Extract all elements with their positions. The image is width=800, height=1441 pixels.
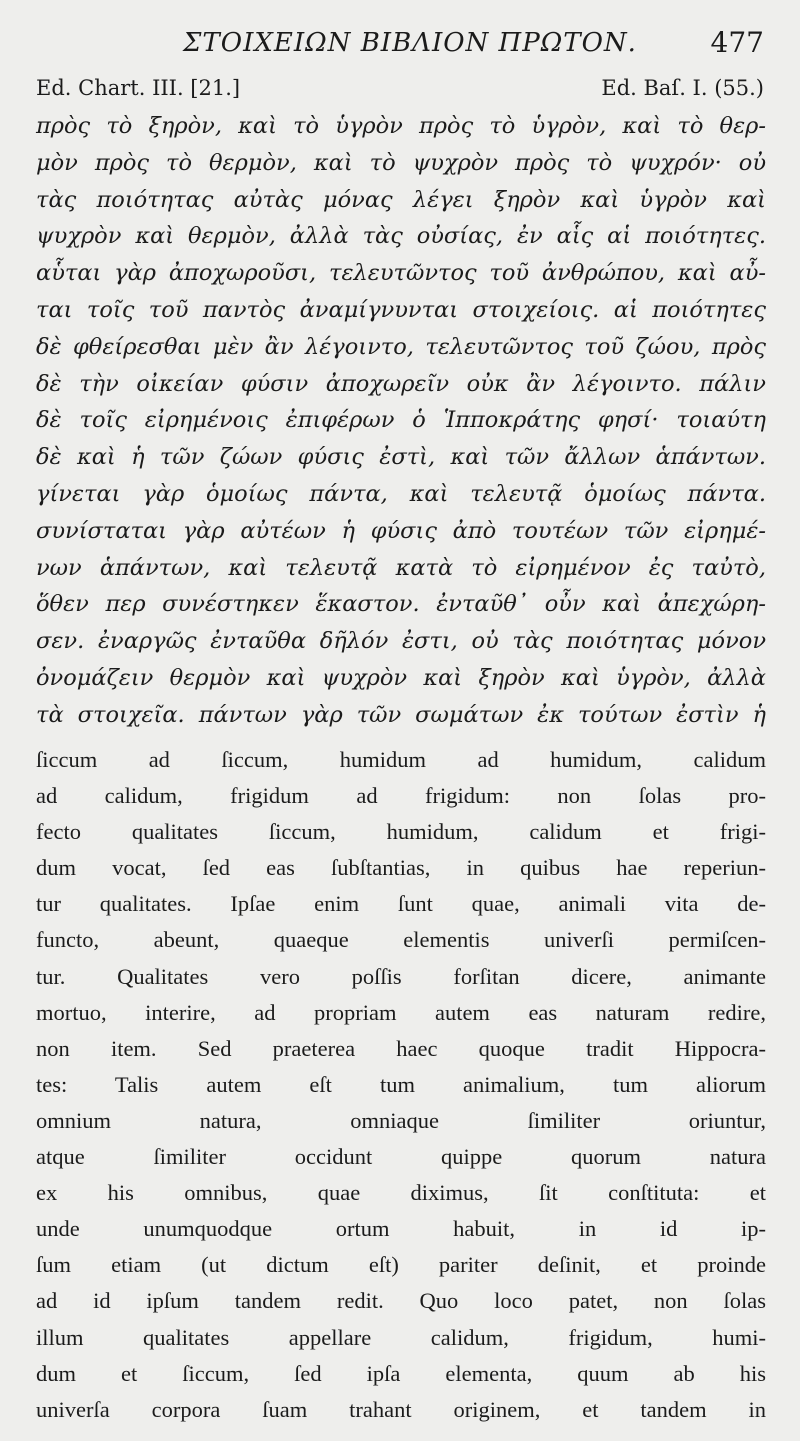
running-head (0, 28, 800, 58)
latin-text-line: unde unumquodque ortum habuit, in id ip- (36, 1216, 766, 1242)
greek-text-line: ψυχρὸν καὶ θερμὸν, ἀλλὰ τὰς οὐσίας, ἐν αἷς αἱ ποιότητες. (36, 223, 766, 250)
latin-text-line: atque ſimiliter occidunt quippe quorum natura (36, 1144, 766, 1170)
latin-text-line: mortuo, interire, ad propriam autem eas naturam redire, (36, 999, 766, 1025)
latin-text-line: ex his omnibus, quae diximus, ſit conſtituta: et (36, 1180, 766, 1206)
latin-text-line: omnium natura, omniaque ſimiliter oriuntur, (36, 1107, 766, 1133)
latin-text-line: dum et ſiccum, ſed ipſa elementa, quum ab his (36, 1360, 766, 1386)
running-title: ΣΤΟΙΧΕΙΩΝ ΒΙΒΛΙΟΝ ΠΡΩΤΟΝ. (183, 28, 637, 58)
latin-text-block (36, 742, 766, 1428)
greek-text-line: δὲ φθείρεσθαι μὲν ἂν λέγοιντο, τελευτῶντος τοῦ ζώου, πρὸς (36, 333, 766, 360)
edition-reference-left: Ed. Chart. III. [21.] (36, 76, 241, 100)
greek-text-line: ὀνομάζειν θερμὸν καὶ ψυχρὸν καὶ ξηρὸν καὶ ὑγρὸν, ἀλλὰ (36, 664, 766, 691)
latin-text-line: ad id ipſum tandem redit. Quo loco patet, non ſolas (36, 1288, 766, 1314)
greek-text-line: μὸν πρὸς τὸ θερμὸν, καὶ τὸ ψυχρὸν πρὸς τὸ ψυχρόν· οὐ (36, 149, 766, 176)
latin-text-line: tur qualitates. Ipſae enim ſunt quae, animali vita de- (36, 891, 766, 917)
latin-text-line: ad calidum, frigidum ad frigidum: non ſolas pro- (36, 783, 766, 809)
latin-text-line: functo, abeunt, quaeque elementis univerſi permiſcen- (36, 927, 766, 953)
greek-text-line: σεν. ἐναργῶς ἐνταῦθα δῆλόν ἐστι, οὐ τὰς ποιότητας μόνον (36, 628, 766, 655)
latin-text-line: illum qualitates appellare calidum, frigidum, humi- (36, 1324, 766, 1350)
greek-text-line: ὅθεν περ συνέστηκεν ἕκαστον. ἐνταῦθ᾽ οὖν καὶ ἀπεχώρη- (36, 591, 766, 618)
greek-text-line: δὲ τοῖς εἰρημένοις ἐπιφέρων ὁ Ἱπποκράτης φησί· τοιαύτη (36, 407, 766, 434)
latin-text-line: fecto qualitates ſiccum, humidum, calidum et frigi- (36, 819, 766, 845)
latin-text-line: ſum etiam (ut dictum eſt) pariter deſinit, et proinde (36, 1252, 766, 1278)
latin-text-line: tur. Qualitates vero poſſis forſitan dicere, animante (36, 963, 766, 989)
greek-text-line: γίνεται γὰρ ὁμοίως πάντα, καὶ τελευτᾷ ὁμοίως πάντα. (36, 480, 766, 507)
greek-text-line: ται τοῖς τοῦ παντὸς ἀναμίγνυνται στοιχείοις. αἱ ποιότητες (36, 296, 766, 323)
greek-text-line: πρὸς τὸ ξηρὸν, καὶ τὸ ὑγρὸν πρὸς τὸ ὑγρὸν, καὶ τὸ θερ- (36, 113, 766, 139)
latin-text-line: tes: Talis autem eſt tum animalium, tum aliorum (36, 1071, 766, 1097)
latin-text-line: dum vocat, ſed eas ſubſtantias, in quibus hae reperiun- (36, 855, 766, 881)
latin-text-line: univerſa corpora ſuam trahant originem, et tandem in (36, 1396, 766, 1422)
greek-text-block (36, 108, 766, 734)
greek-text-line: αὗται γὰρ ἀποχωροῦσι, τελευτῶντος τοῦ ἀνθρώπου, καὶ αὖ- (36, 260, 766, 287)
greek-text-line: δὲ τὴν οἰκείαν φύσιν ἀποχωρεῖν οὐκ ἂν λέγοιντο. πάλιν (36, 370, 766, 397)
latin-text-line: non item. Sed praeterea haec quoque tradit Hippocra- (36, 1035, 766, 1061)
greek-text-line: τὰ στοιχεῖα. πάντων γὰρ τῶν σωμάτων ἐκ τούτων ἐστὶν ἡ (36, 701, 766, 728)
page-number: 477 (710, 26, 764, 59)
edition-reference-right: Ed. Baſ. I. (55.) (601, 76, 764, 100)
greek-text-line: τὰς ποιότητας αὐτὰς μόνας λέγει ξηρὸν καὶ ὑγρὸν καὶ (36, 186, 766, 213)
greek-text-line: δὲ καὶ ἡ τῶν ζώων φύσις ἐστὶ, καὶ τῶν ἄλλων ἁπάντων. (36, 444, 766, 471)
greek-text-line: νων ἁπάντων, καὶ τελευτᾷ κατὰ τὸ εἰρημένον ἐς ταὐτὸ, (36, 554, 766, 581)
greek-text-line: συνίσταται γὰρ αὐτέων ἡ φύσις ἀπὸ τουτέων τῶν εἰρημέ- (36, 517, 766, 544)
latin-text-line: ſiccum ad ſiccum, humidum ad humidum, calidum (36, 747, 766, 772)
